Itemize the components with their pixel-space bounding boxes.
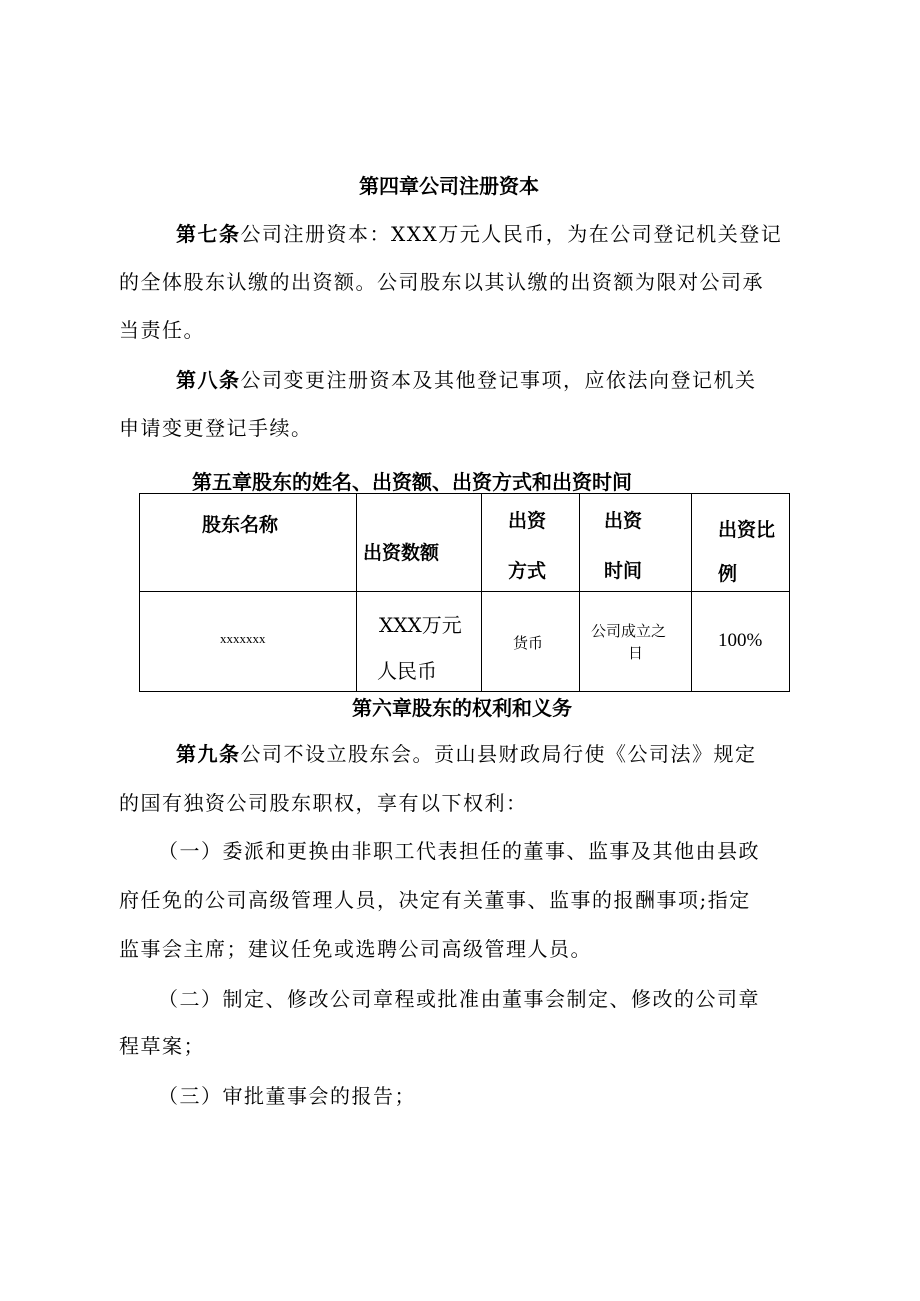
article7-line2: 的全体股东认缴的出资额。公司股东以其认缴的出资额为限对公司承 [119,270,764,294]
header-amount-text: 出资数额 [363,542,440,564]
header-cell-amount [357,494,482,592]
chapter6-title: 第六章股东的权利和义务 [352,696,572,720]
header-method-line1: 出资 [508,510,547,532]
shareholder-table [139,493,790,692]
header-cell-ratio [692,494,790,592]
article7-label: 第七条 [176,222,241,246]
header-cell-method [482,494,580,592]
header-name-text: 股东名称 [202,514,279,536]
header-time-line1: 出资 [604,510,643,532]
article7-text1: 公司注册资本：XXX万元人民币，为在公司登记机关登记 [240,222,783,246]
cell-time [580,592,692,692]
item1-line1: （一）委派和更换由非职工代表担任的董事、监事及其他由县政 [158,839,760,863]
item1-line2: 府任免的公司高级管理人员，决定有关董事、监事的报酬事项;指定 [119,888,751,912]
header-time-line2: 时间 [604,560,643,582]
cell-ratio-text: 100% [718,630,763,651]
article9-line2: 的国有独资公司股东职权，享有以下权利： [119,791,528,815]
item1-line3: 监事会主席；建议任免或选聘公司高级管理人员。 [119,937,592,961]
table-row [140,592,790,692]
article9-line1 [176,738,757,767]
cell-time-line1: 公司成立之 [591,622,667,640]
header-cell-time [580,494,692,592]
header-cell-name [140,494,357,592]
cell-amount-line1: XXX万元 [379,613,462,637]
article8-text1: 公司变更注册资本及其他登记事项，应依法向登记机关 [240,368,757,392]
cell-ratio [692,592,790,692]
table-header-row [140,494,790,592]
article8-label: 第八条 [176,368,241,392]
article7-line3: 当责任。 [119,318,205,342]
article8-line1 [176,364,757,393]
cell-method [482,592,580,692]
cell-time-line2: 日 [628,644,644,662]
cell-amount [357,592,482,692]
cell-method-text: 货币 [513,634,544,652]
header-ratio-line2: 例 [718,563,738,585]
chapter5-title: 第五章股东的姓名、出资额、出资方式和出资时间 [192,470,632,494]
item2-line2: 程草案； [119,1034,205,1058]
header-ratio-line1: 出资比 [718,519,776,541]
article8-line2: 申请变更登记手续。 [119,416,313,440]
item3-line1: （三）审批董事会的报告； [158,1084,416,1108]
chapter4-title: 第四章公司注册资本 [359,174,539,198]
article9-label: 第九条 [176,742,241,766]
article7-line1 [176,218,782,247]
item2-line1: （二）制定、修改公司章程或批准由董事会制定、修改的公司章 [158,987,760,1011]
article9-text1: 公司不设立股东会。贡山县财政局行使《公司法》规定 [240,742,757,766]
cell-name-text: xxxxxxx [220,631,266,646]
header-method-line2: 方式 [508,560,547,582]
cell-name [140,592,357,692]
cell-amount-line2: 人民币 [377,659,437,683]
